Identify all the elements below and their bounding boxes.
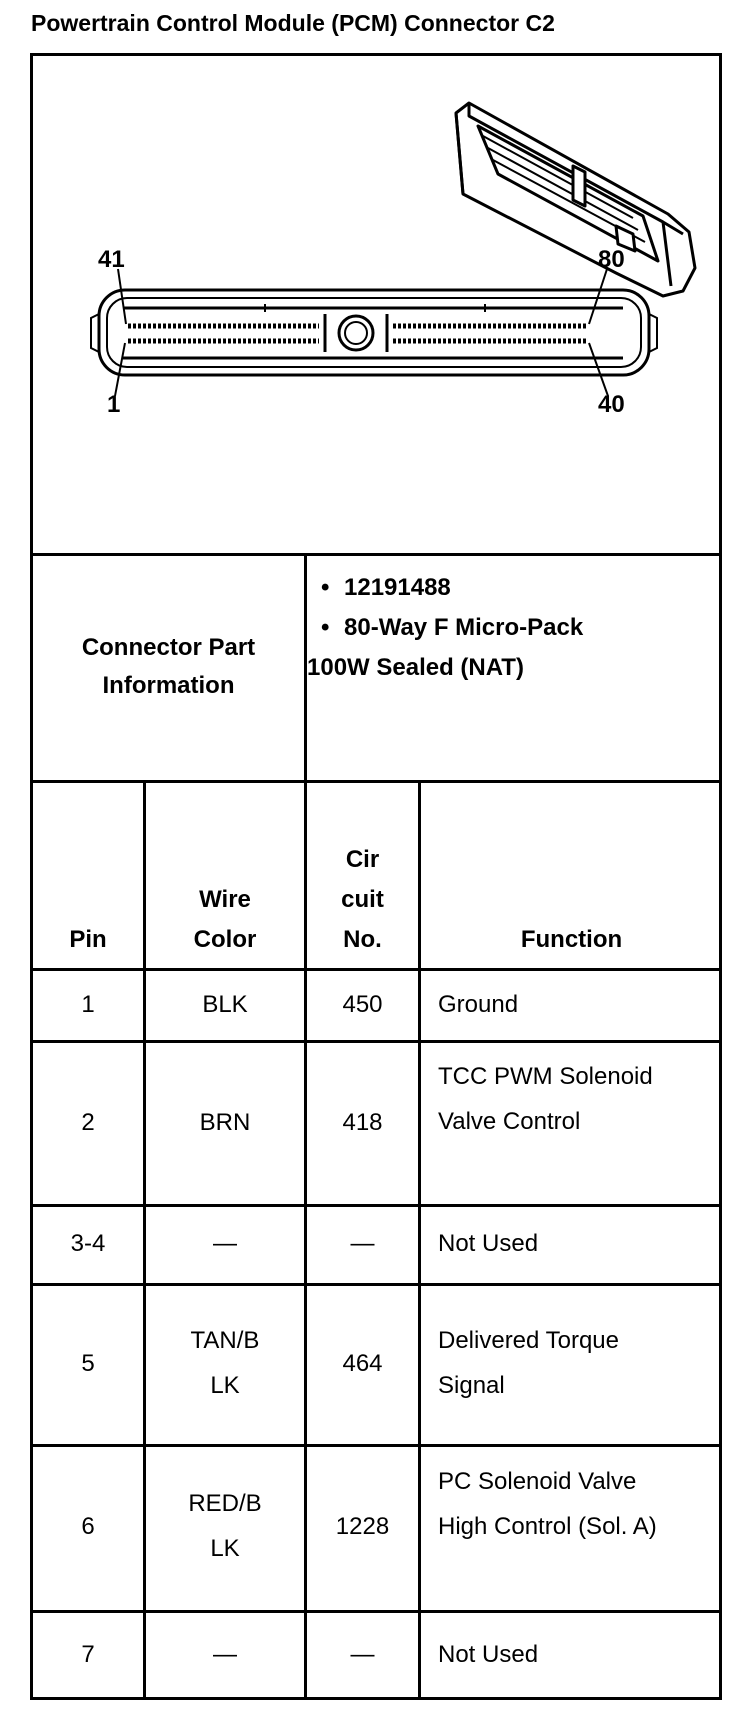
divider bbox=[30, 968, 722, 971]
header-function: Function bbox=[520, 926, 623, 953]
row-5-function: PC Solenoid Valve High Control (Sol. A) bbox=[438, 1468, 657, 1540]
row-3-wire-color: — bbox=[213, 1230, 237, 1257]
connector-part-info-values bbox=[307, 568, 583, 688]
divider bbox=[30, 1283, 722, 1286]
connector-face-drawing bbox=[33, 56, 719, 553]
row-1-pin: 1 bbox=[81, 991, 95, 1018]
connector-face bbox=[91, 269, 657, 396]
pin-label-1: 1 bbox=[107, 391, 121, 418]
page-title: Powertrain Control Module (PCM) Connector C2 bbox=[31, 10, 555, 36]
row-3-circuit: — bbox=[350, 1230, 375, 1257]
row-1-circuit: 450 bbox=[342, 991, 383, 1018]
connector-diagram bbox=[33, 56, 719, 553]
row-1-wire-color: BLK bbox=[202, 991, 248, 1018]
row-5-wire-color: RED/B LK bbox=[188, 1490, 262, 1562]
header-circuit-no: Cir cuit No. bbox=[341, 846, 384, 953]
row-5-circuit: 1228 bbox=[335, 1513, 390, 1540]
header-pin: Pin bbox=[69, 926, 107, 953]
row-2-function: TCC PWM Solenoid Valve Control bbox=[438, 1063, 653, 1135]
divider bbox=[30, 1204, 722, 1207]
row-2-pin: 2 bbox=[81, 1109, 95, 1136]
row-2-circuit: 418 bbox=[342, 1109, 383, 1136]
part-number-item: • 12191488 bbox=[321, 574, 451, 601]
row-5-pin: 6 bbox=[81, 1513, 95, 1540]
divider bbox=[30, 1040, 722, 1043]
row-4-pin: 5 bbox=[81, 1350, 95, 1377]
connector-3d-thumbnail bbox=[456, 103, 695, 296]
connector-part-info-label: Connector Part Information bbox=[81, 633, 256, 699]
pin-label-41: 41 bbox=[98, 246, 125, 273]
connector-type-item: • 80-Way F Micro-Pack bbox=[321, 614, 584, 641]
divider bbox=[30, 1610, 722, 1613]
row-4-function: Delivered Torque Signal bbox=[438, 1327, 619, 1399]
row-2-wire-color: BRN bbox=[199, 1109, 251, 1136]
pin-label-40: 40 bbox=[598, 391, 625, 418]
row-3-pin: 3-4 bbox=[70, 1230, 106, 1257]
connector-type-continuation: 100W Sealed (NAT) bbox=[307, 654, 524, 681]
header-wire-color: Wire Color bbox=[193, 886, 257, 953]
row-6-function: Not Used bbox=[438, 1641, 539, 1668]
row-6-pin: 7 bbox=[81, 1641, 95, 1668]
divider bbox=[30, 1444, 722, 1447]
row-4-wire-color: TAN/B LK bbox=[190, 1327, 260, 1399]
row-6-wire-color: — bbox=[213, 1641, 237, 1668]
row-1-function: Ground bbox=[438, 991, 519, 1018]
row-4-circuit: 464 bbox=[342, 1350, 383, 1377]
row-6-circuit: — bbox=[350, 1641, 375, 1668]
row-3-function: Not Used bbox=[438, 1230, 539, 1257]
pin-cavities bbox=[128, 326, 588, 341]
pin-label-80: 80 bbox=[598, 246, 625, 273]
